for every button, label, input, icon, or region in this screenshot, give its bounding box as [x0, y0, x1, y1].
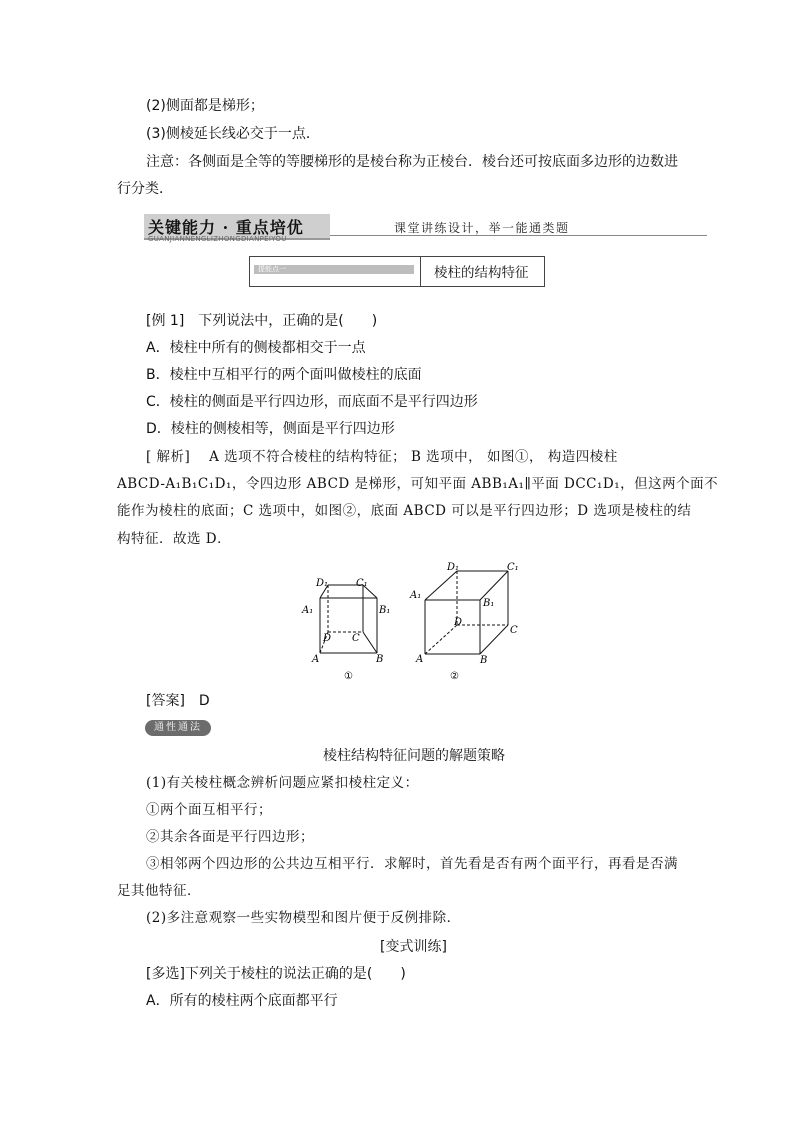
option-c: C．棱柱的侧面是平行四边形，而底面不是平行四边形 [146, 394, 478, 410]
point-label: B [376, 654, 384, 665]
note-line: 行分类． [117, 181, 173, 197]
knowledge-tag [254, 265, 414, 274]
option-b: B．棱柱中互相平行的两个面叫做棱柱的底面 [146, 367, 422, 383]
point-label: A₁ [302, 605, 314, 616]
method-line: 足其他特征． [117, 883, 201, 899]
method-line: ③相邻两个四边形的公共边互相平行．求解时，首先看是否有两个面平行，再看是否满 [146, 856, 678, 872]
banner-subtitle: 课堂讲练设计，举一能通类题 [394, 221, 570, 235]
method-line: ②其余各面是平行四边形； [146, 829, 314, 845]
answer-line: [答案] D [146, 693, 210, 709]
figure-2 [425, 571, 508, 654]
point-label: D₁ [447, 562, 460, 573]
note-line: 注意：各侧面是全等的等腰梯形的是棱台称为正棱台．棱台还可按底面多边形的边数进 [146, 154, 678, 170]
divider [420, 257, 421, 286]
analysis-line: [ 解析] A 选项不符合棱柱的结构特征； B 选项中， 如图①， 构造四棱柱 [146, 449, 618, 465]
figure-1-label: ① [344, 671, 353, 682]
method-badge: 通性通法 [145, 720, 211, 736]
point-label: C₁ [507, 562, 519, 573]
point-label: C [352, 633, 360, 644]
text-line: (3)侧棱延长线必交于一点． [146, 126, 320, 142]
analysis-line: ABCD-A₁B₁C₁D₁，令四边形 ABCD 是梯形，可知平面 ABB₁A₁∥平面 DCC₁D₁，但这两个面不 [117, 476, 719, 492]
point-label: C [510, 625, 518, 636]
option-a: A．棱柱中所有的侧棱都相交于一点 [146, 340, 366, 356]
figure-2-label: ② [450, 671, 459, 682]
knowledge-tag-label: 提能点一 [258, 265, 286, 273]
analysis-line: 构特征．故选 D． [117, 531, 232, 547]
prism-figures [290, 555, 550, 685]
method-line: (1)有关棱柱概念辨析问题应紧扣棱柱定义： [146, 775, 419, 791]
knowledge-point-box [249, 256, 545, 287]
banner-pinyin: GUANJIANNENGLIZHONGDIANPEIYOU [148, 235, 287, 243]
banner-title: 关键能力 · 重点培优 [148, 218, 304, 237]
point-label: D₁ [316, 578, 329, 589]
point-label: D [454, 617, 463, 628]
point-label: A [416, 654, 424, 665]
method-title: 棱柱结构特征问题的解题策略 [323, 748, 505, 764]
point-label: D [323, 633, 332, 644]
practice-stem: [多选]下列关于棱柱的说法正确的是( ) [146, 966, 406, 982]
example-stem: [例 1] 下列说法中，正确的是( ) [146, 313, 378, 329]
knowledge-title: 棱柱的结构特征 [434, 265, 529, 281]
point-label: A [312, 654, 320, 665]
practice-heading: [变式训练] [380, 939, 447, 955]
point-label: C₁ [356, 578, 368, 589]
method-line: ①两个面互相平行； [146, 802, 272, 818]
point-label: B₁ [483, 598, 495, 609]
text-line: (2)侧面都是梯形； [146, 98, 264, 114]
point-label: B [480, 655, 488, 666]
point-label: B₁ [379, 605, 391, 616]
analysis-line: 能作为棱柱的底面；C 选项中，如图②，底面 ABCD 可以是平行四边形；D 选项是棱柱的结 [117, 503, 692, 519]
option-d: D．棱柱的侧棱相等，侧面是平行四边形 [146, 421, 395, 437]
point-label: A₁ [410, 590, 422, 601]
section-banner [144, 214, 707, 244]
method-line: (2)多注意观察一些实物模型和图片便于反例排除． [146, 910, 461, 926]
practice-option-a: A．所有的棱柱两个底面都平行 [146, 993, 338, 1009]
